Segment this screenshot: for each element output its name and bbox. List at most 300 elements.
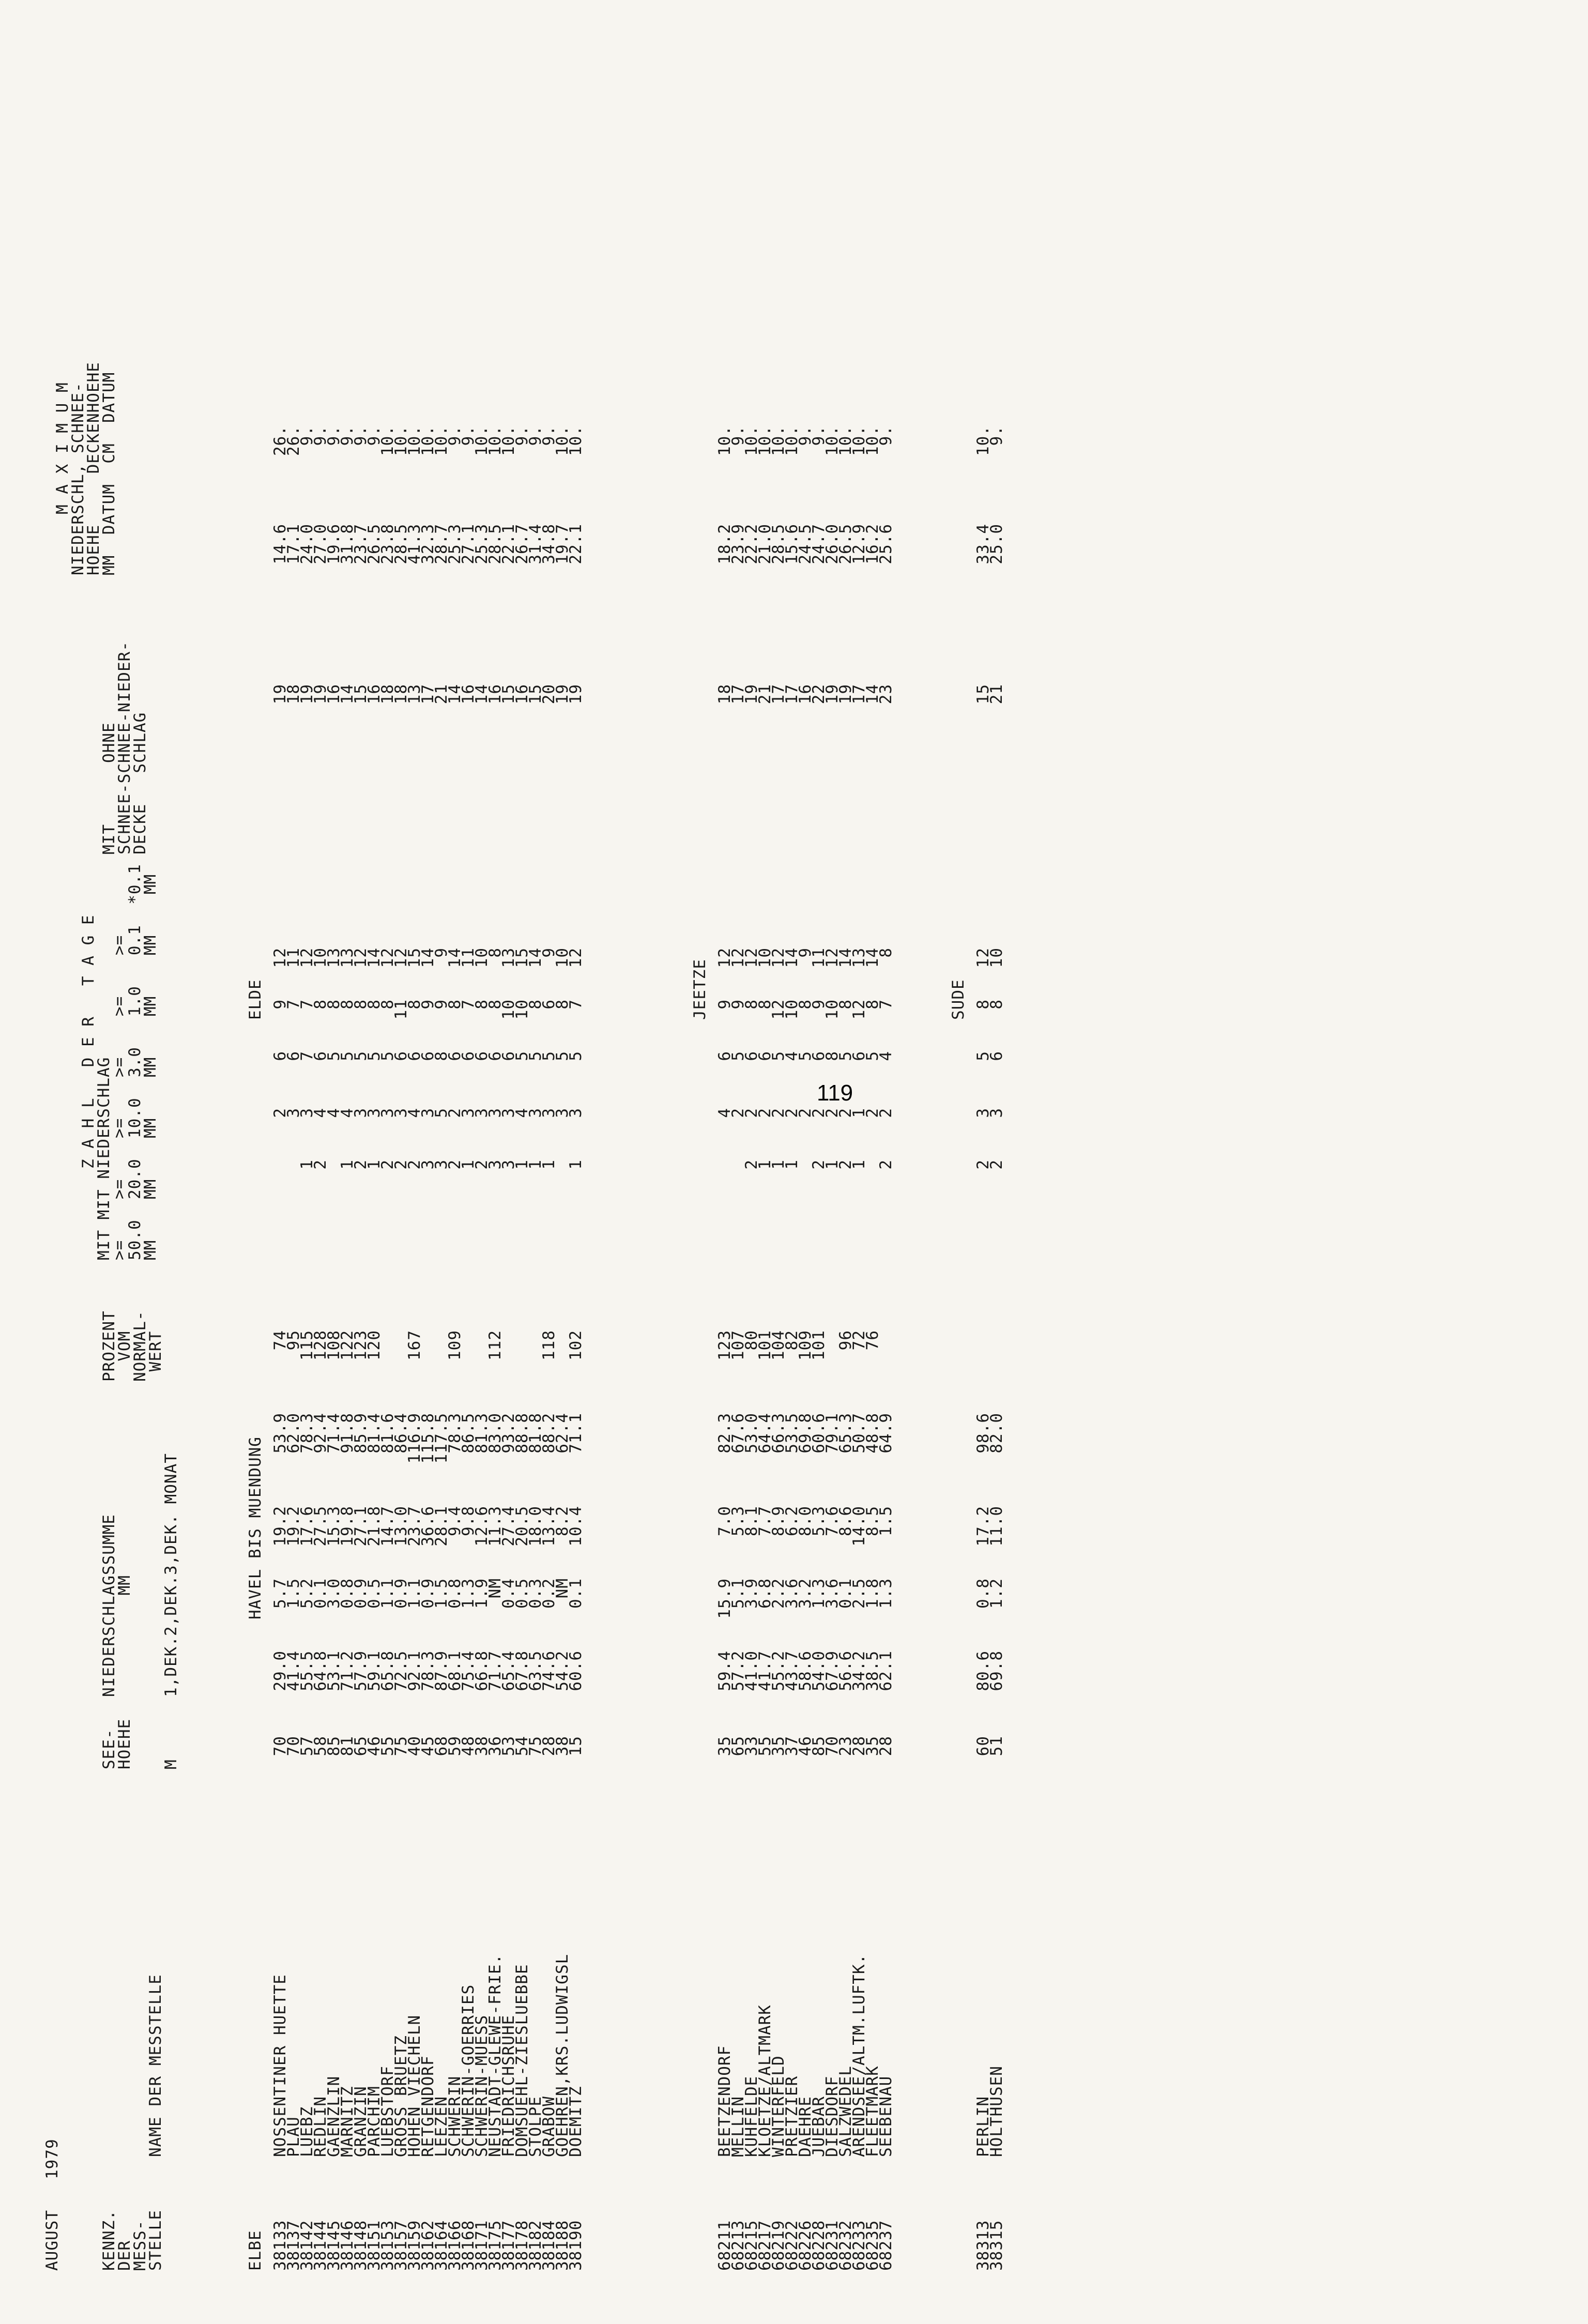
table-cell: 8.5 (863, 1506, 882, 1536)
table-cell: 28.1 (432, 1506, 451, 1547)
table-cell: 65.4 (499, 1650, 518, 1691)
table-cell: PARCHIM (365, 2086, 384, 2157)
table-cell: 12 (850, 999, 868, 1020)
table-cell: 104 (769, 1330, 788, 1360)
table-cell: 5.3 (729, 1506, 747, 1536)
table-cell: 14 (419, 947, 437, 968)
table-cell: 2 (756, 1108, 774, 1118)
table-cell: 38145 (325, 2220, 343, 2271)
table-cell: 76 (863, 1330, 882, 1351)
table-cell: 14 (446, 684, 464, 705)
table-cell: 27.1 (459, 524, 478, 564)
table-cell: 38313 (974, 2220, 993, 2271)
table-cell: 5 (378, 1051, 397, 1061)
table-cell: 122 (338, 1330, 357, 1360)
table-cell: 15.9 (715, 1578, 734, 1619)
table-cell: 38153 (378, 2220, 397, 2271)
table-cell: 38315 (987, 2220, 1006, 2271)
table-cell: 3 (526, 1108, 545, 1118)
table-row (338, 379, 357, 2291)
table-cell: 75.4 (459, 1650, 478, 1691)
table-row (432, 379, 451, 2291)
table-cell: 25.6 (877, 524, 895, 564)
stream-label: ELDE (246, 979, 265, 1020)
table-cell: 59.4 (715, 1650, 734, 1691)
table-cell: 2 (742, 1159, 761, 1170)
table-cell: 6 (459, 1051, 478, 1061)
table-cell: 101 (756, 1330, 774, 1360)
table-cell: 1 (769, 1159, 788, 1170)
table-cell: 38157 (392, 2220, 410, 2271)
table-cell: 53.0 (742, 1413, 761, 1454)
table-cell: 0.2 (540, 1578, 558, 1609)
table-cell: 15.3 (325, 1506, 343, 1547)
table-cell: 80.6 (974, 1650, 993, 1691)
table-cell: STOLPE (526, 2096, 545, 2157)
table-cell: 6 (987, 1051, 1006, 1061)
table-cell: 9. (810, 425, 828, 446)
table-cell: 5 (729, 1051, 747, 1061)
table-row (486, 379, 505, 2291)
table-cell: LEEZEN (432, 2096, 451, 2157)
table-cell: 1.8 (863, 1578, 882, 1609)
table-cell: 17.2 (974, 1506, 993, 1547)
table-cell: SCHWERIN-MUESS (472, 2014, 491, 2157)
table-cell: 123 (352, 1330, 370, 1360)
table-cell: 8.2 (553, 1506, 572, 1536)
table-cell: 21 (756, 684, 774, 705)
table-cell: 12 (567, 947, 585, 968)
table-cell: 5 (567, 1051, 585, 1061)
table-cell: 10. (378, 425, 397, 456)
table-cell: 17.6 (298, 1506, 316, 1547)
table-cell: 34.2 (850, 1650, 868, 1691)
table-cell: 8.6 (836, 1506, 855, 1536)
table-cell: 2 (863, 1108, 882, 1118)
table-cell: 38142 (298, 2220, 316, 2271)
table-cell: 74.6 (540, 1650, 558, 1691)
table-cell: 107 (729, 1330, 747, 1360)
table-cell: 20 (540, 684, 558, 705)
table-cell: 19 (298, 684, 316, 705)
table-cell: 40 (405, 1736, 424, 1756)
table-cell: 5.1 (729, 1578, 747, 1609)
table-cell: 22.2 (742, 524, 761, 564)
rotated-table (24, 33, 1564, 2291)
table-cell: 98.6 (974, 1413, 993, 1454)
table-cell: 7.7 (756, 1506, 774, 1536)
table-cell: 4 (325, 1108, 343, 1118)
table-cell: 2 (877, 1108, 895, 1118)
table-cell: 2 (974, 1159, 993, 1170)
table-cell: 11 (810, 947, 828, 968)
table-cell: 8.9 (769, 1506, 788, 1536)
table-cell: 0.8 (974, 1578, 993, 1609)
table-cell: 65 (352, 1736, 370, 1756)
table-row (567, 379, 585, 2291)
table-cell: 9. (298, 425, 316, 446)
table-cell: 9. (540, 425, 558, 446)
table-cell: 9. (446, 425, 464, 446)
table-cell: 118 (540, 1330, 558, 1360)
table-cell: 36 (486, 1736, 505, 1756)
table-cell: 60.6 (810, 1413, 828, 1454)
table-cell: 22.1 (499, 524, 518, 564)
table-cell: 10. (756, 425, 774, 456)
table-cell: 0.5 (513, 1578, 531, 1609)
table-cell: 28.5 (392, 524, 410, 564)
table-cell: 19 (271, 684, 289, 705)
table-cell: 19.8 (338, 1506, 357, 1547)
table-cell: 13 (850, 947, 868, 968)
table-cell: 17 (783, 684, 801, 705)
table-cell: 4 (877, 1051, 895, 1061)
table-row (419, 379, 437, 2291)
header-col-snow: MIT OHNE SCHNEE-SCHNEE-NIEDER- DECKE SCHLAG (100, 641, 149, 854)
table-cell: 2 (796, 1108, 815, 1118)
table-cell: 38137 (284, 2220, 303, 2271)
table-cell: 8 (974, 999, 993, 1010)
table-cell: 0.1 (311, 1578, 330, 1609)
table-cell: 1 (756, 1159, 774, 1170)
table-cell: 1 (850, 1159, 868, 1170)
table-cell: GROSS BRUETZ (392, 2035, 410, 2157)
table-cell: 71.4 (325, 1413, 343, 1454)
table-cell: 18 (715, 684, 734, 705)
table-cell: 6 (311, 1051, 330, 1061)
table-cell: 2 (836, 1159, 855, 1170)
table-cell: 3 (974, 1108, 993, 1118)
table-cell: NOSSENTINER HUETTE (271, 1974, 289, 2157)
table-cell: 14 (338, 684, 357, 705)
table-cell: 6 (271, 1051, 289, 1061)
table-cell: 53.1 (325, 1650, 343, 1691)
table-cell: 25.3 (446, 524, 464, 564)
table-cell: 5 (526, 1051, 545, 1061)
table-cell: 69.8 (796, 1413, 815, 1454)
table-cell: 9. (877, 425, 895, 446)
table-cell: 85.9 (352, 1413, 370, 1454)
table-cell: 109 (446, 1330, 464, 1360)
table-cell: 22 (810, 684, 828, 705)
table-cell: 3 (419, 1108, 437, 1118)
table-cell: 6 (446, 1051, 464, 1061)
table-cell: GOEHREN,KRS.LUDWIGSL (553, 1953, 572, 2157)
table-cell: 38184 (540, 2220, 558, 2271)
table-row (446, 379, 464, 2291)
table-cell: 17 (769, 684, 788, 705)
table-cell: 17.1 (284, 524, 303, 564)
table-cell: 10. (432, 425, 451, 456)
table-cell: 14 (863, 684, 882, 705)
table-cell: 38188 (553, 2220, 572, 2271)
table-cell: 51 (987, 1736, 1006, 1756)
table-cell: 0.9 (352, 1578, 370, 1609)
table-cell: 8 (553, 999, 572, 1010)
table-cell: 95 (284, 1330, 303, 1351)
table-cell: 3 (472, 1108, 491, 1118)
table-cell: 6 (810, 1051, 828, 1061)
table-cell: 1 (338, 1159, 357, 1170)
table-row (987, 379, 1006, 2291)
table-cell: 7.6 (823, 1506, 842, 1536)
table-cell: 9.8 (459, 1506, 478, 1536)
table-cell: 8 (446, 999, 464, 1010)
table-cell: 24.5 (796, 524, 815, 564)
table-cell: 9. (513, 425, 531, 446)
table-cell: 81 (338, 1736, 357, 1756)
table-cell: 1.9 (472, 1578, 491, 1609)
table-cell: 123 (715, 1330, 734, 1360)
table-cell: 12 (769, 999, 788, 1020)
table-row (499, 379, 518, 2291)
table-cell: PERLIN (974, 2096, 993, 2157)
table-cell: 28 (540, 1736, 558, 1756)
table-cell: 3 (419, 1159, 437, 1170)
table-cell: 68235 (863, 2220, 882, 2271)
table-cell: DOEMITZ (567, 2086, 585, 2157)
table-cell: 3 (540, 1108, 558, 1118)
table-cell: 18.0 (526, 1506, 545, 1547)
table-cell: 9 (419, 999, 437, 1010)
table-cell: 65.3 (836, 1413, 855, 1454)
table-cell: 14 (446, 947, 464, 968)
table-cell: 38178 (513, 2220, 531, 2271)
table-cell: 59 (446, 1736, 464, 1756)
table-cell: 10. (392, 425, 410, 456)
table-cell: 13 (338, 947, 357, 968)
table-cell: 3.9 (742, 1578, 761, 1609)
table-cell: 67.6 (729, 1413, 747, 1454)
table-cell: 10 (499, 999, 518, 1020)
table-cell: 11 (459, 947, 478, 968)
table-cell: 45 (419, 1736, 437, 1756)
table-cell: HOHEN VIECHELN (405, 2014, 424, 2157)
table-cell: 41.7 (756, 1650, 774, 1691)
table-cell: GRABOW (540, 2096, 558, 2157)
table-row (540, 379, 558, 2291)
table-cell: 19 (311, 684, 330, 705)
table-cell: 7 (298, 1051, 316, 1061)
table-row (836, 379, 855, 2291)
table-cell: 8 (877, 947, 895, 958)
table-cell: 11 (392, 999, 410, 1020)
table-cell: LUEBSTORF (378, 2066, 397, 2157)
table-cell: 23.7 (352, 524, 370, 564)
table-cell: 1.3 (459, 1578, 478, 1609)
table-cell: 1 (783, 1159, 801, 1170)
table-cell: 82.0 (987, 1413, 1006, 1454)
table-cell: 38148 (352, 2220, 370, 2271)
table-cell: 9. (987, 425, 1006, 446)
table-cell: 24.7 (810, 524, 828, 564)
river-label: ELBE (246, 2230, 265, 2271)
table-cell: 17 (850, 684, 868, 705)
table-cell: 8 (836, 999, 855, 1010)
table-cell: 88.2 (540, 1413, 558, 1454)
table-cell: 0.9 (392, 1578, 410, 1609)
table-cell: 12 (715, 947, 734, 968)
table-cell: 12 (823, 947, 842, 968)
table-row (742, 379, 761, 2291)
table-cell: 38151 (365, 2220, 384, 2271)
table-cell: RETGENDORF (419, 2055, 437, 2157)
table-cell: 2 (405, 1159, 424, 1170)
table-cell: 2 (352, 1159, 370, 1170)
table-cell: GRANZIN (352, 2086, 370, 2157)
table-cell: 23.9 (729, 524, 747, 564)
table-cell: 54 (513, 1736, 531, 1756)
table-cell: 5 (338, 1051, 357, 1061)
table-cell: 4 (715, 1108, 734, 1118)
table-cell: 9. (352, 425, 370, 446)
table-cell: 12 (392, 947, 410, 968)
table-cell: 71.2 (338, 1650, 357, 1691)
table-cell: 13 (405, 684, 424, 705)
table-cell: 5 (432, 1108, 451, 1118)
table-cell: 9. (311, 425, 330, 446)
table-cell: SCHWERIN-GOERRIES (459, 1984, 478, 2157)
table-cell: 112 (486, 1330, 505, 1360)
table-cell: 13.4 (540, 1506, 558, 1547)
table-cell: 9. (526, 425, 545, 446)
table-cell: 8.0 (796, 1506, 815, 1536)
table-cell: 12 (769, 947, 788, 968)
table-cell: 58.6 (796, 1650, 815, 1691)
table-cell: 14 (863, 947, 882, 968)
table-cell: 38144 (311, 2220, 330, 2271)
table-cell: 2 (742, 1108, 761, 1118)
table-cell: 2 (392, 1159, 410, 1170)
table-cell: 68217 (756, 2220, 774, 2271)
table-cell: 1.5 (284, 1578, 303, 1609)
table-cell: 1 (540, 1159, 558, 1170)
table-cell: 12.9 (850, 524, 868, 564)
table-row (284, 379, 303, 2291)
table-cell: SEEBENAU (877, 2075, 895, 2157)
table-cell: 10. (850, 425, 868, 456)
table-cell: 19.2 (271, 1506, 289, 1547)
table-cell: 68231 (823, 2220, 842, 2271)
table-cell: 69.8 (987, 1650, 1006, 1691)
table-cell: 10. (974, 425, 993, 456)
table-cell: 13 (499, 947, 518, 968)
table-row (513, 379, 531, 2291)
table-cell: 62.0 (284, 1413, 303, 1454)
table-cell: 7 (877, 999, 895, 1010)
table-cell: 21.8 (365, 1506, 384, 1547)
table-cell: 7 (298, 999, 316, 1010)
table-cell: 67.8 (513, 1650, 531, 1691)
table-cell: 68 (432, 1736, 451, 1756)
table-cell: 10 (783, 999, 801, 1020)
table-cell: 8 (987, 999, 1006, 1010)
table-cell: 3 (499, 1159, 518, 1170)
table-row (526, 379, 545, 2291)
table-cell: 6 (756, 1051, 774, 1061)
table-cell: 92.4 (311, 1413, 330, 1454)
header-col-id: KENNZ. DER MESS- STELLE (100, 2210, 165, 2271)
table-cell: 23.7 (405, 1506, 424, 1547)
table-cell: 4 (311, 1108, 330, 1118)
table-cell: 8 (863, 999, 882, 1010)
table-cell: 16 (325, 684, 343, 705)
table-cell: 3 (392, 1108, 410, 1118)
table-cell: 3 (486, 1159, 505, 1170)
table-cell: 10. (419, 425, 437, 456)
table-cell: 55 (756, 1736, 774, 1756)
table-cell: 10. (863, 425, 882, 456)
table-cell: 38171 (472, 2220, 491, 2271)
table-row (810, 379, 828, 2291)
table-cell: 1.5 (432, 1578, 451, 1609)
table-cell: 1 (365, 1159, 384, 1170)
table-cell: 72.5 (392, 1650, 410, 1691)
table-cell: 74 (271, 1330, 289, 1351)
table-cell: 2 (823, 1108, 842, 1118)
table-cell: 6 (486, 1051, 505, 1061)
table-cell: 4 (338, 1108, 357, 1118)
header-col-height: SEE- HOEHE M (100, 1718, 180, 1769)
table-cell: 26.0 (823, 524, 842, 564)
table-row (271, 379, 289, 2291)
table-cell: 65.8 (378, 1650, 397, 1691)
table-cell: 6 (742, 1051, 761, 1061)
table-cell: 10 (472, 947, 491, 968)
table-cell: 10. (567, 425, 585, 456)
table-cell: 80 (742, 1330, 761, 1351)
table-cell: 24.0 (298, 524, 316, 564)
table-cell: 41.4 (284, 1650, 303, 1691)
table-cell: 10. (783, 425, 801, 456)
table-row (459, 379, 478, 2291)
table-cell: 10. (836, 425, 855, 456)
table-cell: 68233 (850, 2220, 868, 2271)
table-cell: 38133 (271, 2220, 289, 2271)
table-cell: 78.3 (446, 1413, 464, 1454)
table-cell: 3 (567, 1108, 585, 1118)
table-cell: 19 (823, 684, 842, 705)
table-cell: 68226 (796, 2220, 815, 2271)
table-cell: 108 (325, 1330, 343, 1360)
table-cell: 4 (513, 1108, 531, 1118)
table-cell: 81.3 (472, 1413, 491, 1454)
table-cell: 25.3 (472, 524, 491, 564)
table-cell: 1.3 (810, 1578, 828, 1609)
table-cell: 48 (459, 1736, 478, 1756)
table-cell: 8 (352, 999, 370, 1010)
table-cell: 2 (729, 1108, 747, 1118)
table-cell: 96 (836, 1330, 855, 1351)
table-cell: 5.3 (810, 1506, 828, 1536)
table-cell: 1.3 (877, 1578, 895, 1609)
table-cell: 12 (352, 947, 370, 968)
table-cell: 50.7 (850, 1413, 868, 1454)
table-cell: 9. (459, 425, 478, 446)
table-cell: 8 (526, 999, 545, 1010)
table-cell: FRIEDRICHSRUHE (499, 2014, 518, 2157)
table-cell: 18 (284, 684, 303, 705)
table-cell: 10 (987, 947, 1006, 968)
table-cell: 68232 (836, 2220, 855, 2271)
table-cell: 8 (796, 999, 815, 1010)
table-cell: 7 (459, 999, 478, 1010)
table-cell: 23 (836, 1736, 855, 1756)
table-cell: 31.4 (526, 524, 545, 564)
table-cell: 2 (836, 1108, 855, 1118)
table-cell: 68228 (810, 2220, 828, 2271)
table-cell: 11.3 (486, 1506, 505, 1547)
